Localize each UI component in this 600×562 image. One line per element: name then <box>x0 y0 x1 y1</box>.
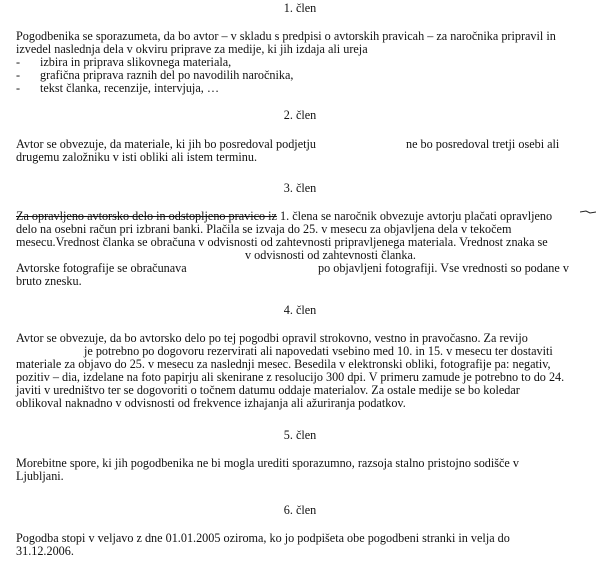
article-2-heading: 2. člen <box>283 108 317 122</box>
article-1-line-1: Pogodbenika se sporazumeta, da bo avtor – v skladu s predpisi o avtorskih pravicah – za naročnika pripravil in <box>16 29 556 43</box>
article-4-line-3: materiale za objavo do 25. v mesecu za naslednji mesec. Besedila v elektronski obliki, fotografije pa: negativ, <box>16 357 551 371</box>
article-4-heading: 4. člen <box>283 303 317 317</box>
article-2-line-1b: ne bo posredoval tretji osebi ali <box>406 137 560 151</box>
article-2-line-1a: Avtor se obvezuje, da materiale, ki jih bo posredoval podjetju <box>16 137 316 151</box>
article-4-line-1: Avtor se obvezuje, da bo avtorsko delo po tej pogodbi opravil strokovno, vestno in pravočasno. Za revijo <box>16 331 528 345</box>
article-6-heading: 6. člen <box>283 503 317 517</box>
article-1-item-1: izbira in priprava slikovnega materiala, <box>40 55 232 69</box>
article-5-line-2: Ljubljani. <box>16 469 64 483</box>
article-4-line-2: je potrebno po dogovoru rezervirati ali napovedati vsebino med 10. in 15. v mesecu ter dostaviti <box>84 344 553 358</box>
article-3-line-1-rest: 1. člena se naročnik obvezuje avtorju plačati opravljeno <box>276 209 553 223</box>
article-3-line-5a: Avtorske fotografije se obračunava <box>16 261 187 275</box>
article-1-item-2: grafična priprava raznih del po navodilih naročnika, <box>40 68 294 82</box>
article-1-heading: 1. člen <box>283 1 317 15</box>
article-5-line-1: Morebitne spore, ki jih pogodbenika ne bi mogla urediti sporazumno, razsoja stalno pristojno sodišče v <box>16 456 519 470</box>
article-3-line-3: mesecu.Vrednost članka se obračuna v odvisnosti od zahtevnosti pripravljenega materiala. Vrednost znaka se <box>16 235 548 249</box>
bullet-marker: - <box>16 81 21 95</box>
article-4-line-6: oblikoval naknadno v odvisnosti od frekvence izhajanja ali ažuriranja podatkov. <box>16 396 406 410</box>
article-6-line-1: Pogodba stopi v veljavo z dne 01.01.2005 oziroma, ko jo podpišeta obe pogodbeni stranki in velja do <box>16 531 510 545</box>
struck-text: Za opravljeno avtorsko delo in odstopljeno pravico iz <box>16 209 277 223</box>
article-1-item-3: tekst članka, recenzije, intervjuja, … <box>40 81 220 95</box>
article-3-line-5b: po objavljeni fotografiji. Vse vrednosti so podane v <box>318 261 569 275</box>
article-3-line-6: bruto znesku. <box>16 274 82 288</box>
article-4-line-4: pozitiv – dia, izdelane na foto papirju ali skenirane z resolucijo 300 dpi. V primeru zamude je potrebno to do 24. <box>16 370 565 384</box>
article-5-heading: 5. člen <box>283 428 317 442</box>
article-3-heading: 3. člen <box>283 181 317 195</box>
article-2-line-2: drugemu založniku v isti obliki ali istem terminu. <box>16 150 258 164</box>
bullet-marker: - <box>16 55 21 69</box>
article-6-line-2: 31.12.2006. <box>16 544 74 558</box>
article-3-line-4: v odvisnosti od zahtevnosti članka. <box>245 248 416 262</box>
strike-mark-icon <box>580 210 596 214</box>
article-4-line-5: javiti v uredništvo ter se dogovoriti o točnem datumu oddaje materialov. Za ostale medije se bo koledar <box>16 383 520 397</box>
article-3-line-2: delo na osebni račun pri izbrani banki. Plačila se izvaja do 25. v mesecu za objavljena dela v tekočem <box>16 222 512 236</box>
article-1-line-2: izvedel naslednja dela v okviru priprave za medije, ki jih izdaja ali ureja <box>16 42 368 56</box>
bullet-marker: - <box>16 68 21 82</box>
